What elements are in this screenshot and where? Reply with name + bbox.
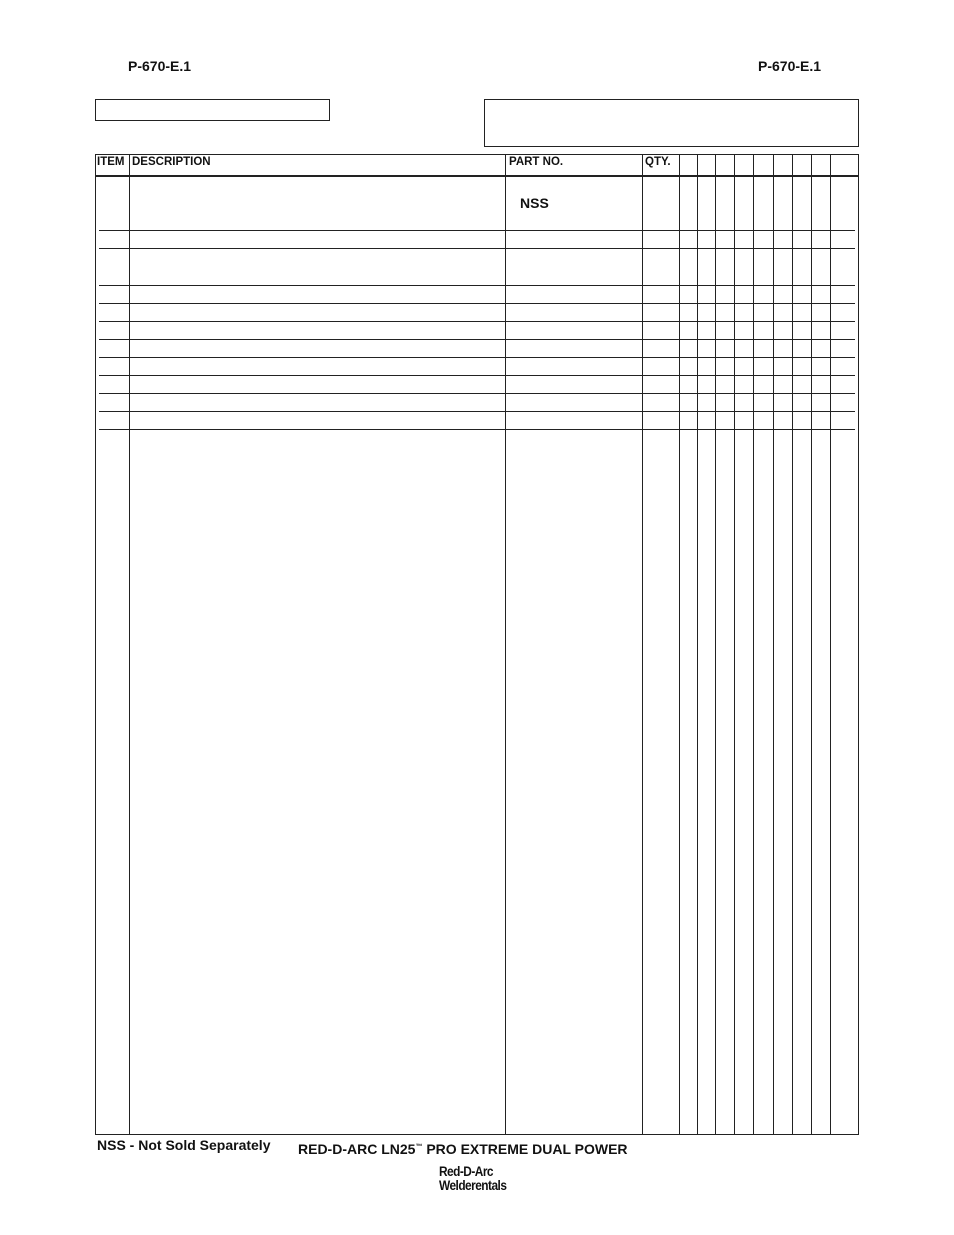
row-line xyxy=(99,375,855,376)
title-box xyxy=(95,99,330,121)
nss-legend: NSS - Not Sold Separately xyxy=(97,1137,271,1153)
col-qty-header: QTY. xyxy=(645,156,671,168)
row-line xyxy=(99,357,855,358)
parts-table xyxy=(95,154,859,1135)
row-line xyxy=(99,230,855,231)
product-title-main: RED-D-ARC LN25 xyxy=(298,1141,416,1157)
row-line xyxy=(99,411,855,412)
row-line xyxy=(99,339,855,340)
col-item-header: ITEM xyxy=(97,156,125,168)
logo-line-1: Red-D-Arc xyxy=(439,1164,493,1179)
page-code-left: P-670-E.1 xyxy=(128,58,192,74)
product-title xyxy=(298,1141,628,1157)
row-line xyxy=(99,429,855,430)
col-part-no-header: PART NO. xyxy=(509,156,564,168)
header-divider xyxy=(96,175,858,177)
page-code-right: P-670-E.1 xyxy=(758,58,822,74)
product-title-rest: PRO EXTREME DUAL POWER xyxy=(422,1141,628,1157)
row-line xyxy=(99,303,855,304)
first-row-part-no: NSS xyxy=(520,195,549,211)
logo-line-2: Welderentals xyxy=(439,1178,507,1193)
row-line xyxy=(99,248,855,249)
row-line xyxy=(99,285,855,286)
col-description-header: DESCRIPTION xyxy=(132,156,211,168)
row-line xyxy=(99,393,855,394)
info-box xyxy=(484,99,859,147)
row-line xyxy=(99,321,855,322)
trademark-mark: ™ xyxy=(415,1143,423,1151)
red-d-arc-logo xyxy=(439,1165,506,1193)
